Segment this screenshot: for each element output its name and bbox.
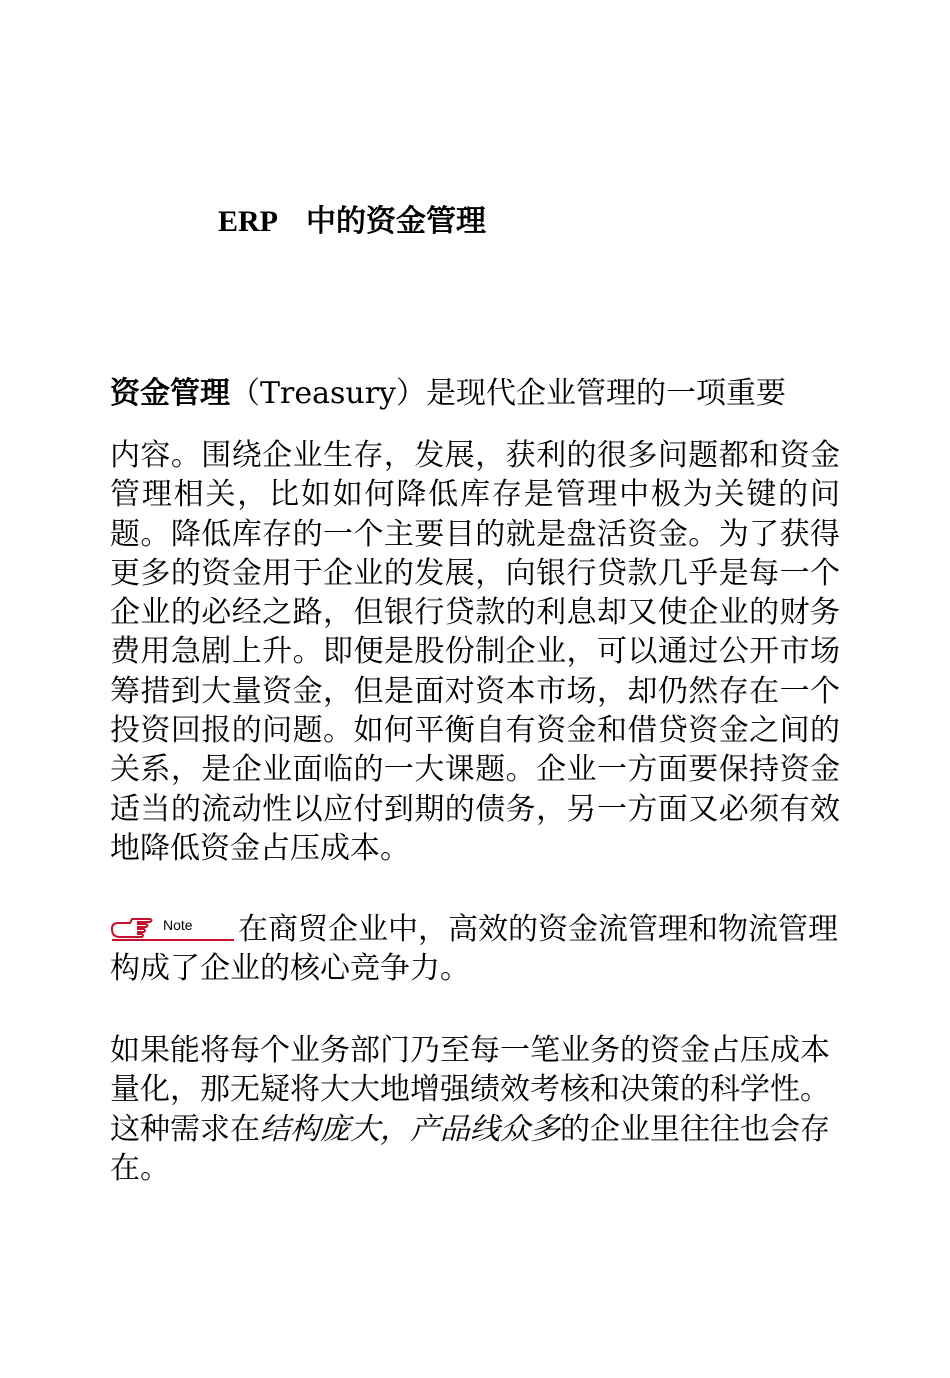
paragraph-2-text-after: 的企业里往往也会存在。 xyxy=(110,1111,830,1186)
first-line-text: 是现代企业管理的一项重要 xyxy=(426,376,786,411)
paragraph-1-body: 内容。围绕企业生存，发展，获利的很多问题都和资金管理相关，比如如何降低库存是管理中极为关键的问题。降低库存的一个主要目的就是盘活资金。为了获得更多的资金用于企业的发展，向银行贷款几乎是每一个企业的必经之路，但银行贷款的利息却又使企业的财务费用急剧上升。即便是股份制企业，可以通过公开市场筹措到大量资金，但是面对资本市场，却仍然存在一个投资回报的问题。如何平衡自有资金和借贷资金之间的关系，是企业面临的一大课题。企业一方面要保持资金适当的流动性以应付到期的债务，另一方面又必须有效地降低资金占压成本。 xyxy=(110,438,840,866)
note-paragraph xyxy=(110,910,840,989)
paragraph-2 xyxy=(110,1031,840,1188)
paragraph-1-first-line xyxy=(110,375,840,413)
note-badge xyxy=(110,913,238,943)
title-cjk: 中的资金管理 xyxy=(306,205,486,238)
note-label: Note xyxy=(163,917,193,933)
title-latin: ERP xyxy=(218,205,278,238)
term-treasury: 资金管理 xyxy=(110,376,230,411)
term-english: （Treasury） xyxy=(230,376,426,411)
note-text: 在商贸企业中，高效的资金流管理和物流管理构成了企业的核心竞争力。 xyxy=(110,912,838,987)
paragraph-2-text-before: 如果能将每个业务部门乃至每一笔业务的资金占压成本量化，那无疑将大大地增强绩效考核和决策的科学性。这种需求在 xyxy=(110,1033,830,1147)
page-title xyxy=(218,196,486,240)
paragraph-2-emphasis: 结构庞大，产品线众多 xyxy=(260,1111,560,1147)
